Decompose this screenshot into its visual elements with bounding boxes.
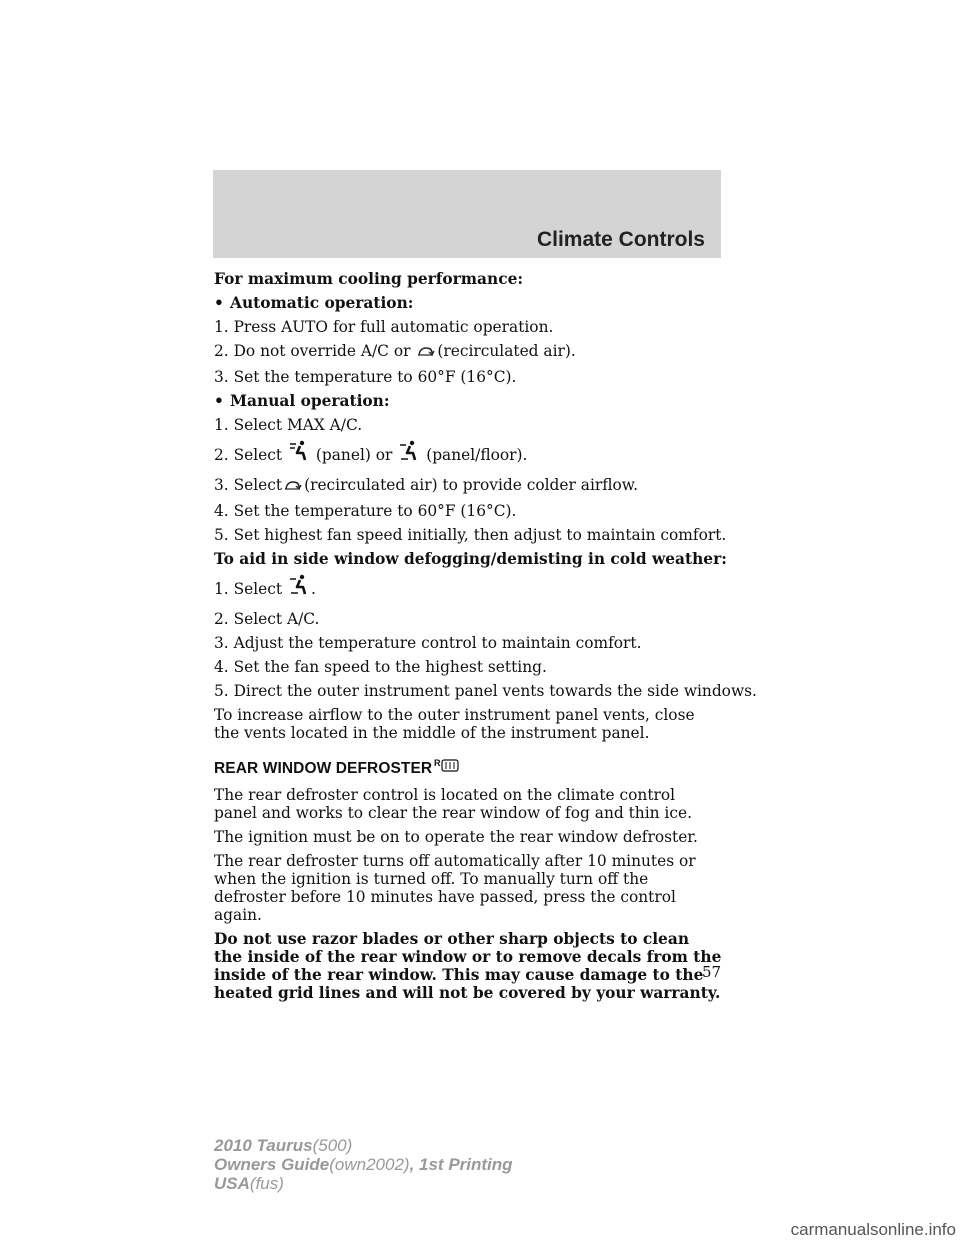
- page-number: 57: [702, 963, 722, 981]
- footer-model-code: (500): [312, 1136, 353, 1155]
- manual-step-2: [214, 440, 722, 466]
- footer-line-2: [214, 1155, 513, 1174]
- defog-step-1-text-b: .: [310, 580, 316, 598]
- section-title: Climate Controls: [536, 228, 705, 251]
- defog-step-2: 2. Select A/C.: [214, 610, 320, 628]
- footer-model: 2010 Taurus: [214, 1136, 313, 1155]
- auto-heading: [214, 294, 722, 312]
- panel-floor-vent-icon: [289, 574, 309, 600]
- auto-step-2: [214, 342, 722, 362]
- footer-info: [214, 1136, 513, 1193]
- defroster-heading-text: REAR WINDOW DEFROSTER: [214, 760, 433, 777]
- defog-step-1-text-a: 1. Select: [214, 580, 283, 598]
- defroster-warning: Do not use razor blades or other sharp objects to clean the inside of the rear window or to remove decals from the inside of the rear window. This may cause damage to the heated grid lines and will not be covered by your warranty.: [214, 930, 722, 1002]
- bullet: •: [214, 294, 224, 312]
- auto-step-2-text-b: (recirculated air).: [437, 342, 576, 360]
- manual-step-5: 5. Set highest fan speed initially, then adjust to maintain comfort.: [214, 526, 727, 544]
- defog-step-4: 4. Set the fan speed to the highest setting.: [214, 658, 547, 676]
- defog-step-3: 3. Adjust the temperature control to maintain comfort.: [214, 634, 642, 652]
- panel-floor-vent-icon: [399, 440, 419, 466]
- auto-step-3: 3. Set the temperature to 60°F (16°C).: [214, 368, 517, 386]
- manual-step-2-text-b: (panel) or: [315, 446, 393, 464]
- defroster-paragraph-3: The rear defroster turns off automatically after 10 minutes or when the ignition is turned off. To manually turn off the defroster before 10 minutes have passed, press the control again.: [214, 852, 696, 924]
- manual-step-2-text-c: (panel/floor).: [426, 446, 528, 464]
- manual-step-3: [214, 476, 722, 496]
- defog-heading: To aid in side window defogging/demisting in cold weather:: [214, 550, 727, 568]
- defroster-paragraph-2: The ignition must be on to operate the rear window defroster.: [214, 828, 698, 846]
- defog-step-1: [214, 574, 722, 600]
- defog-step-5: 5. Direct the outer instrument panel vents towards the side windows.: [214, 682, 757, 700]
- rear-defrost-letter: R: [434, 758, 441, 768]
- watermark: carmanualsonline.info: [790, 1220, 956, 1239]
- footer-market-code: (fus): [249, 1174, 284, 1193]
- manual-step-3-text-b: (recirculated air) to provide colder airflow.: [304, 476, 638, 494]
- footer-line-3: [214, 1174, 513, 1193]
- defog-note: To increase airflow to the outer instrument panel vents, close the vents located in the middle of the instrument panel.: [214, 706, 695, 742]
- auto-step-2-text-a: 2. Do not override A/C or: [214, 342, 411, 360]
- page-content: [214, 270, 757, 1008]
- manual-heading: [214, 392, 722, 410]
- cooling-heading: For maximum cooling performance:: [214, 270, 524, 288]
- footer-printing: , 1st Printing: [409, 1155, 513, 1174]
- panel-vent-icon: [289, 440, 309, 466]
- auto-heading-text: Automatic operation:: [230, 294, 414, 312]
- footer-guide: Owners Guide: [214, 1155, 330, 1174]
- recirculated-air-icon: [417, 344, 435, 362]
- auto-step-1: 1. Press AUTO for full automatic operation.: [214, 318, 554, 336]
- manual-step-1: 1. Select MAX A/C.: [214, 416, 363, 434]
- defroster-paragraph-1: The rear defroster control is located on the climate control panel and works to clear the rear window of fog and thin ice.: [214, 786, 692, 822]
- footer-line-1: [214, 1136, 513, 1155]
- footer-market: USA: [214, 1174, 250, 1193]
- manual-step-3-text-a: 3. Select: [214, 476, 283, 494]
- recirculated-air-icon: [284, 478, 302, 496]
- section-header-band: [213, 170, 721, 258]
- defroster-heading: [214, 757, 722, 778]
- bullet: •: [214, 392, 224, 410]
- manual-heading-text: Manual operation:: [230, 392, 390, 410]
- manual-step-4: 4. Set the temperature to 60°F (16°C).: [214, 502, 517, 520]
- footer-guide-code: (own2002): [329, 1155, 410, 1174]
- rear-defrost-icon: [434, 757, 460, 778]
- manual-step-2-text-a: 2. Select: [214, 446, 283, 464]
